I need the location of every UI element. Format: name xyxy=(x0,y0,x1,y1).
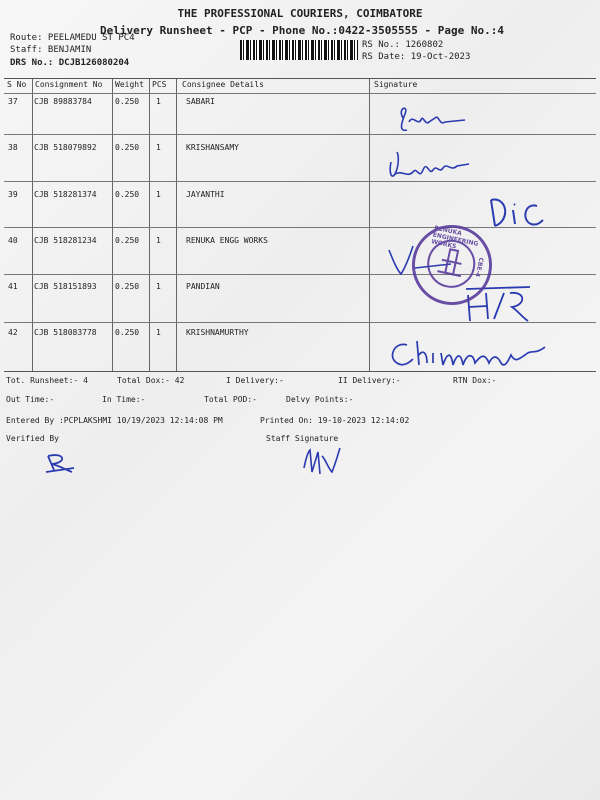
row-sno: 38 xyxy=(8,143,18,152)
printed-on: Printed On: 19-10-2023 12:14:02 xyxy=(260,416,410,425)
column-header-signature: Signature xyxy=(374,80,418,89)
verified-by-label: Verified By xyxy=(6,434,59,443)
ii-delivery: II Delivery:- xyxy=(338,376,401,385)
row-pcs: 1 xyxy=(156,190,161,199)
route-label: Route: PEELAMEDU ST PC4 xyxy=(10,33,135,43)
row-pcs: 1 xyxy=(156,143,161,152)
total-pod: Total POD:- xyxy=(204,395,257,404)
column-header-sno: S No xyxy=(7,80,27,89)
i-delivery: I Delivery:- xyxy=(226,376,284,385)
row-consignee: PANDIAN xyxy=(186,282,220,291)
row-pcs: 1 xyxy=(156,97,161,106)
row-consignment: CJB 518151893 xyxy=(34,282,97,291)
stamp-text: RENUKA ENGINEERING WORKS xyxy=(430,224,479,251)
row-consignee: JAYANTHI xyxy=(186,190,225,199)
row-consignment: CJB 518083778 xyxy=(34,328,97,337)
stamp-text: CBE-4 xyxy=(473,256,485,278)
row-pcs: 1 xyxy=(156,236,161,245)
column-header-pcs: PCS xyxy=(152,80,167,89)
barcode xyxy=(240,40,358,60)
row-sno: 42 xyxy=(8,328,18,337)
out-time: Out Time:- xyxy=(6,395,55,404)
rs-date: RS Date: 19-Oct-2023 xyxy=(362,52,471,62)
column-header-consignment: Consignment No xyxy=(35,80,103,89)
total-dox: Total Dox:- 42 xyxy=(117,376,185,385)
row-consignment: CJB 518281374 xyxy=(34,190,97,199)
row-sno: 40 xyxy=(8,236,18,245)
verifier-signature xyxy=(40,448,80,478)
handwritten-signature xyxy=(385,146,475,186)
handwritten-signature xyxy=(395,100,475,140)
row-weight: 0.250 xyxy=(115,328,140,337)
runsheet-title: Delivery Runsheet - PCP - Phone No.:0422-3505555 - Page No.:4 xyxy=(100,24,504,37)
row-weight: 0.250 xyxy=(115,282,140,291)
in-time: In Time:- xyxy=(102,395,146,404)
company-name: THE PROFESSIONAL COURIERS, COIMBATORE xyxy=(177,7,423,20)
row-sno: 37 xyxy=(8,97,18,106)
row-sno: 39 xyxy=(8,190,18,199)
staff-signature xyxy=(298,442,348,480)
row-pcs: 1 xyxy=(156,282,161,291)
row-sno: 41 xyxy=(8,282,18,291)
row-consignee: RENUKA ENGG WORKS xyxy=(186,236,268,245)
staff-signature-label: Staff Signature xyxy=(266,434,339,443)
column-header-weight: Weight xyxy=(115,80,144,89)
delivery-points: Delvy Points:- xyxy=(286,395,354,404)
row-pcs: 1 xyxy=(156,328,161,337)
handwritten-signature xyxy=(485,190,555,235)
row-consignment: CJB 518281234 xyxy=(34,236,97,245)
row-consignment: CJB 518079892 xyxy=(34,143,97,152)
row-consignment: CJB 89883784 xyxy=(34,97,92,106)
row-weight: 0.250 xyxy=(115,143,140,152)
row-consignee: SABARI xyxy=(186,97,215,106)
rs-number: RS No.: 1260802 xyxy=(362,40,444,50)
column-header-consignee: Consignee Details xyxy=(182,80,264,89)
handwritten-signature xyxy=(385,335,555,375)
row-weight: 0.250 xyxy=(115,236,140,245)
rtn-dox: RTN Dox:- xyxy=(453,376,497,385)
row-consignee: KRISHANSAMY xyxy=(186,143,239,152)
total-runsheet: Tot. Runsheet:- 4 xyxy=(6,376,88,385)
row-weight: 0.250 xyxy=(115,190,140,199)
entered-by: Entered By :PCPLAKSHMI 10/19/2023 12:14:08 PM xyxy=(6,416,223,425)
row-weight: 0.250 xyxy=(115,97,140,106)
drs-number: DRS No.: DCJB126080204 xyxy=(10,58,130,68)
row-consignee: KRISHNAMURTHY xyxy=(186,328,249,337)
staff-label: Staff: BENJAMIN xyxy=(10,45,92,55)
